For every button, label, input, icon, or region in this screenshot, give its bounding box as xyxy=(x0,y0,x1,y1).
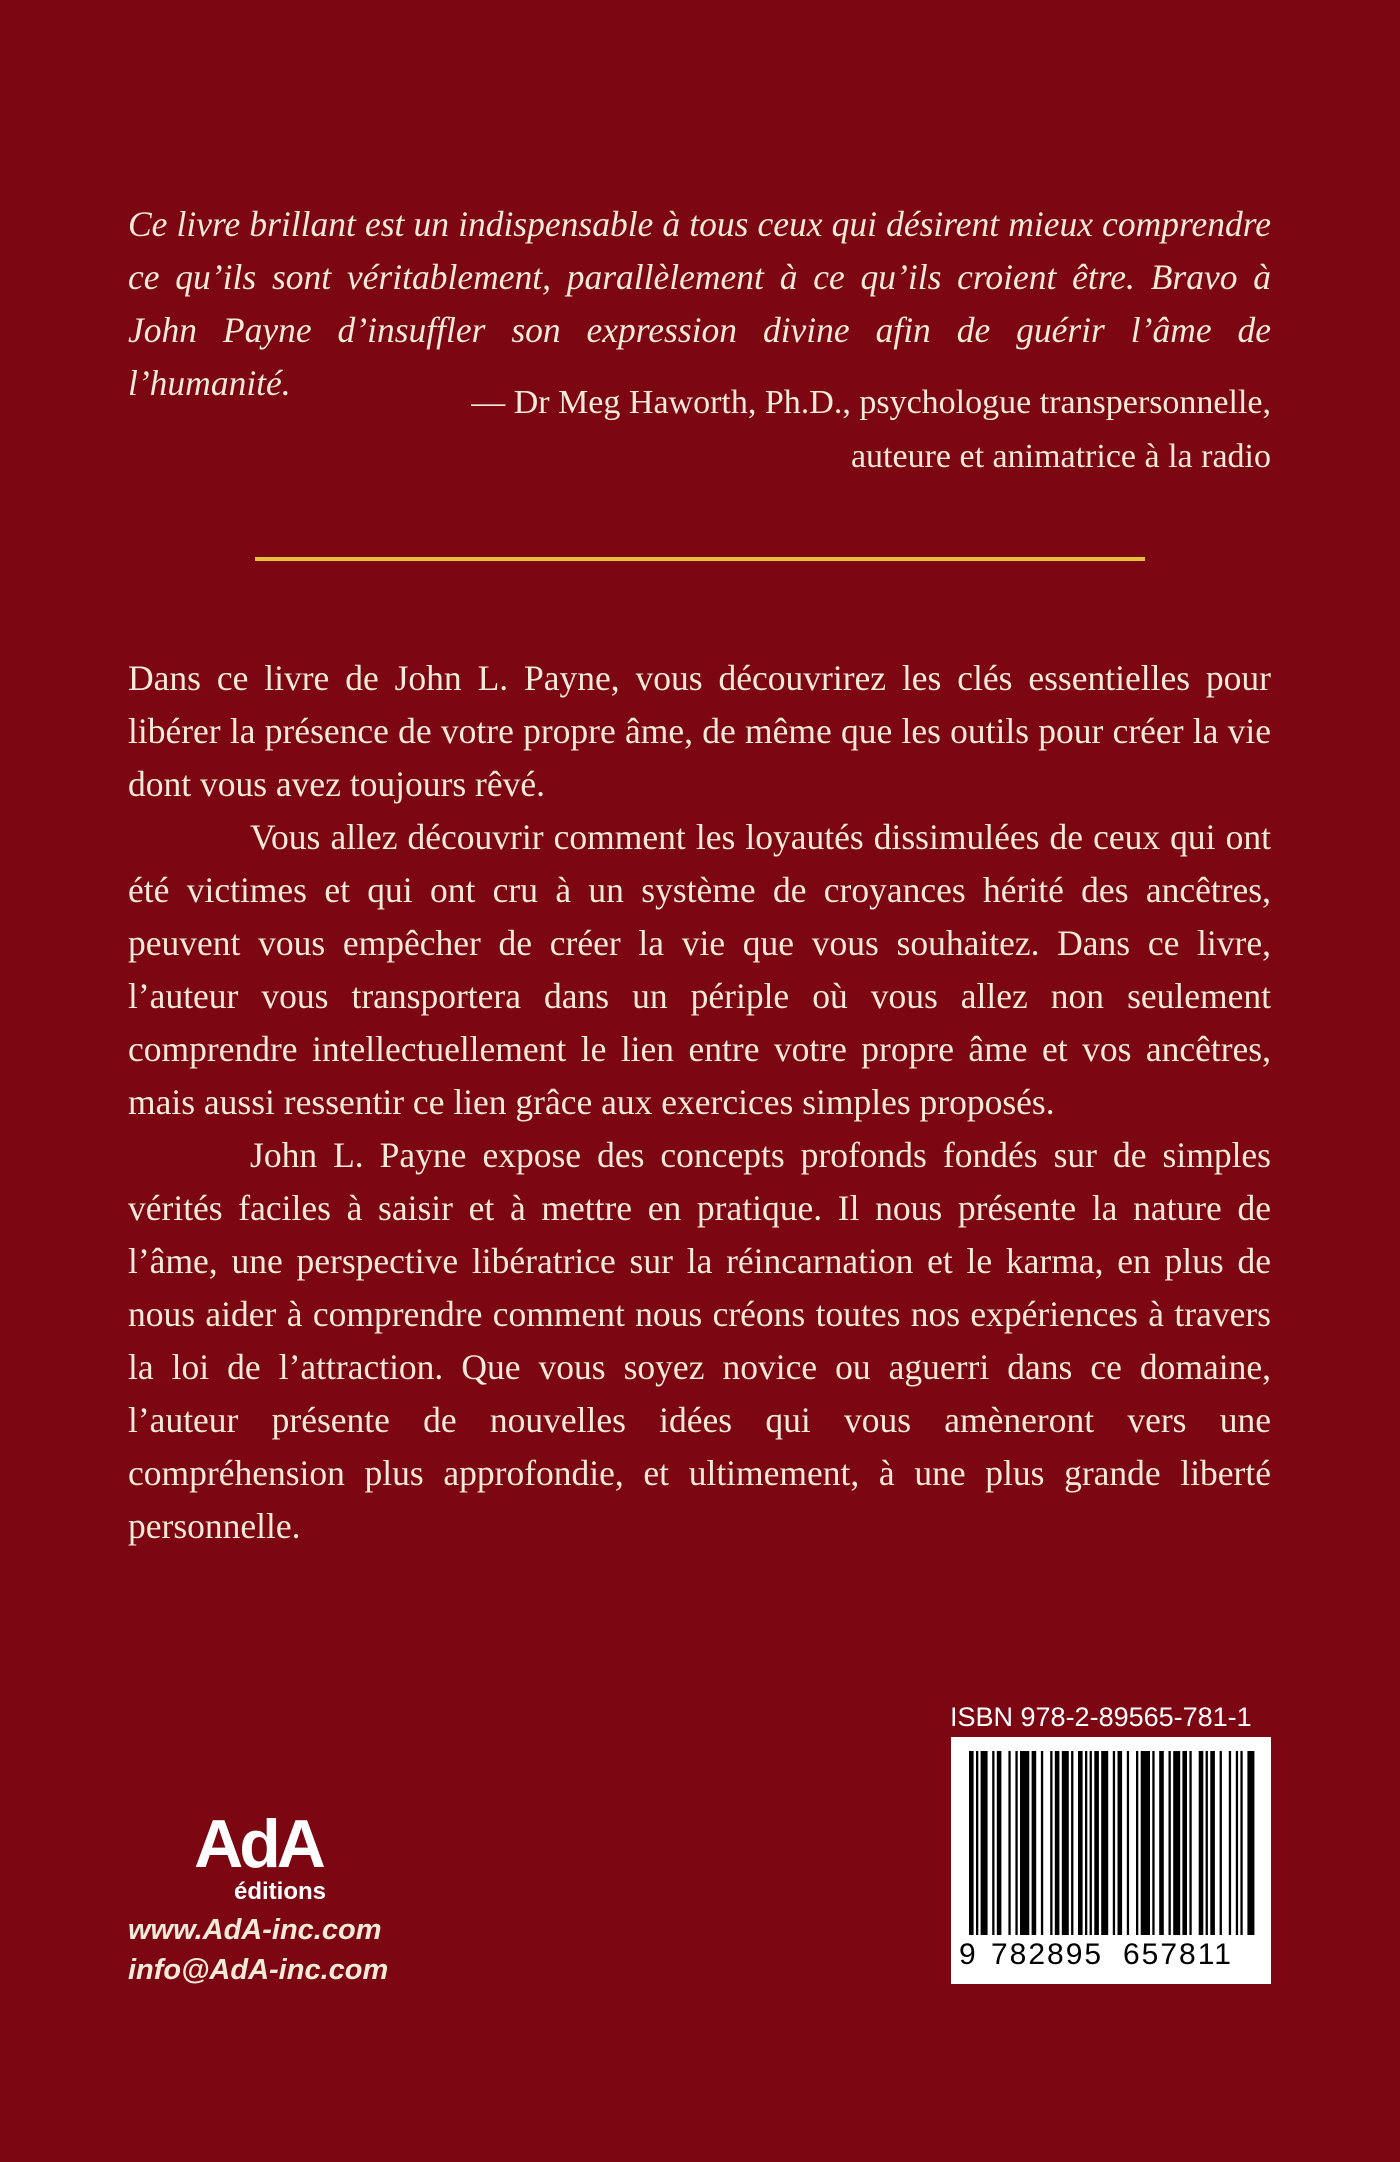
barcode-bars xyxy=(965,1751,1257,1935)
barcode-bar xyxy=(1071,1751,1073,1935)
barcode-bar xyxy=(1101,1751,1108,1935)
barcode-bar xyxy=(997,1751,1002,1935)
barcode-bar xyxy=(1206,1751,1208,1935)
publisher-website[interactable]: www.AdA-inc.com xyxy=(128,1914,382,1946)
ada-editions-logo xyxy=(168,1805,348,1905)
barcode-bar xyxy=(1141,1751,1150,1935)
section-divider xyxy=(255,557,1145,561)
logo-text: AdA xyxy=(194,1806,322,1882)
barcode-bar xyxy=(1032,1751,1037,1935)
barcode-bar xyxy=(1169,1751,1171,1935)
barcode-bar xyxy=(1136,1751,1138,1935)
barcode-bar xyxy=(1173,1751,1180,1935)
description-paragraph-1: Dans ce livre de John L. Payne, vous découvrirez les clés essentielles pour libérer la présence de votre propre âme, de même que les outils pour créer la vie dont vous avez toujours rêvé. xyxy=(128,658,1271,804)
isbn-label: ISBN 978-2-89565-781-1 xyxy=(950,1702,1252,1732)
barcode-bar xyxy=(1020,1751,1029,1935)
attribution-line-2: auteure et animatrice à la radio xyxy=(850,438,1271,475)
barcode-bar xyxy=(1210,1751,1215,1935)
barcode-bar xyxy=(1236,1751,1238,1935)
barcode-bar xyxy=(969,1751,974,1935)
barcode-digits xyxy=(951,1935,1271,1975)
description-paragraph-3: John L. Payne expose des concepts profonds fondés sur de simples vérités faciles à saisir et à mettre en pratique. Il nous présente la nature de l’âme, une perspective libératrice sur la réincarnation et le karma, en plus de nous aider à comprendre comment nous créons toutes nos expériences à travers la loi de l’attraction. Que vous soyez novice ou aguerri dans ce domaine, l’auteur présente de nouvelles idées qui vous amèneront vers une compréhension plus approfondie, et ultimement, à une plus grande liberté personnelle. xyxy=(128,1135,1271,1546)
barcode-bar xyxy=(1085,1751,1087,1935)
logo-subtext: éditions xyxy=(233,1878,327,1905)
barcode-bar xyxy=(1182,1751,1187,1935)
barcode-bar xyxy=(1152,1751,1154,1935)
barcode-bar xyxy=(1240,1751,1242,1935)
barcode-bar xyxy=(1094,1751,1099,1935)
barcode-digits-left: 782895 xyxy=(991,1938,1104,1971)
endorsement-quote: Ce livre brillant est un indispensable à tous ceux qui désirent mieux comprendre ce qu’ils sont véritablement, parallèlement à ce qu’ils croient être. Bravo à John Payne d’insuffler son expression divine afin de guérir l’âme de l’humanité. xyxy=(128,204,1271,403)
barcode-bar xyxy=(992,1751,994,1935)
barcode-bar xyxy=(1199,1751,1204,1935)
barcode-digits-right: 657811 xyxy=(1123,1938,1233,1971)
publisher-contact xyxy=(128,1910,388,1990)
publisher-email[interactable]: info@AdA-inc.com xyxy=(128,1954,389,1986)
barcode-bar xyxy=(1229,1751,1231,1935)
barcode-bar xyxy=(1015,1751,1017,1935)
barcode-bar xyxy=(1247,1751,1254,1935)
isbn-barcode xyxy=(951,1737,1271,1984)
attribution-line-1: — Dr Meg Haworth, Ph.D., psychologue transpersonnelle, xyxy=(471,384,1271,421)
endorsement-attribution xyxy=(471,376,1271,484)
barcode-bar xyxy=(1062,1751,1069,1935)
barcode-digit-first: 9 xyxy=(959,1938,976,1971)
barcode-bar xyxy=(976,1751,978,1935)
barcode-bar xyxy=(1050,1751,1052,1935)
barcode-bar xyxy=(1118,1751,1123,1935)
barcode-bar xyxy=(1127,1751,1129,1935)
barcode-bar xyxy=(1189,1751,1191,1935)
barcode-bar xyxy=(1055,1751,1060,1935)
barcode-bar xyxy=(1220,1751,1222,1935)
description-paragraph-2: Vous allez découvrir comment les loyautés dissimulées de ceux qui ont été victimes et qui ont cru à un système de croyances hérité des ancêtres, peuvent vous empêcher de créer la vie que vous souhaitez. Dans ce livre, l’auteur vous transportera dans un périple où vous allez non seulement comprendre intellectuellement le lien entre votre propre âme et vos ancêtres, mais aussi ressentir ce lien grâce aux exercices simples proposés. xyxy=(128,817,1271,1122)
barcode-bar xyxy=(1090,1751,1092,1935)
barcode-bar xyxy=(1041,1751,1043,1935)
barcode-bar xyxy=(1078,1751,1083,1935)
barcode-bar xyxy=(1159,1751,1164,1935)
book-description xyxy=(128,652,1271,1553)
barcode-bar xyxy=(1008,1751,1010,1935)
barcode-bar xyxy=(981,1751,988,1935)
barcode-bar xyxy=(1113,1751,1115,1935)
